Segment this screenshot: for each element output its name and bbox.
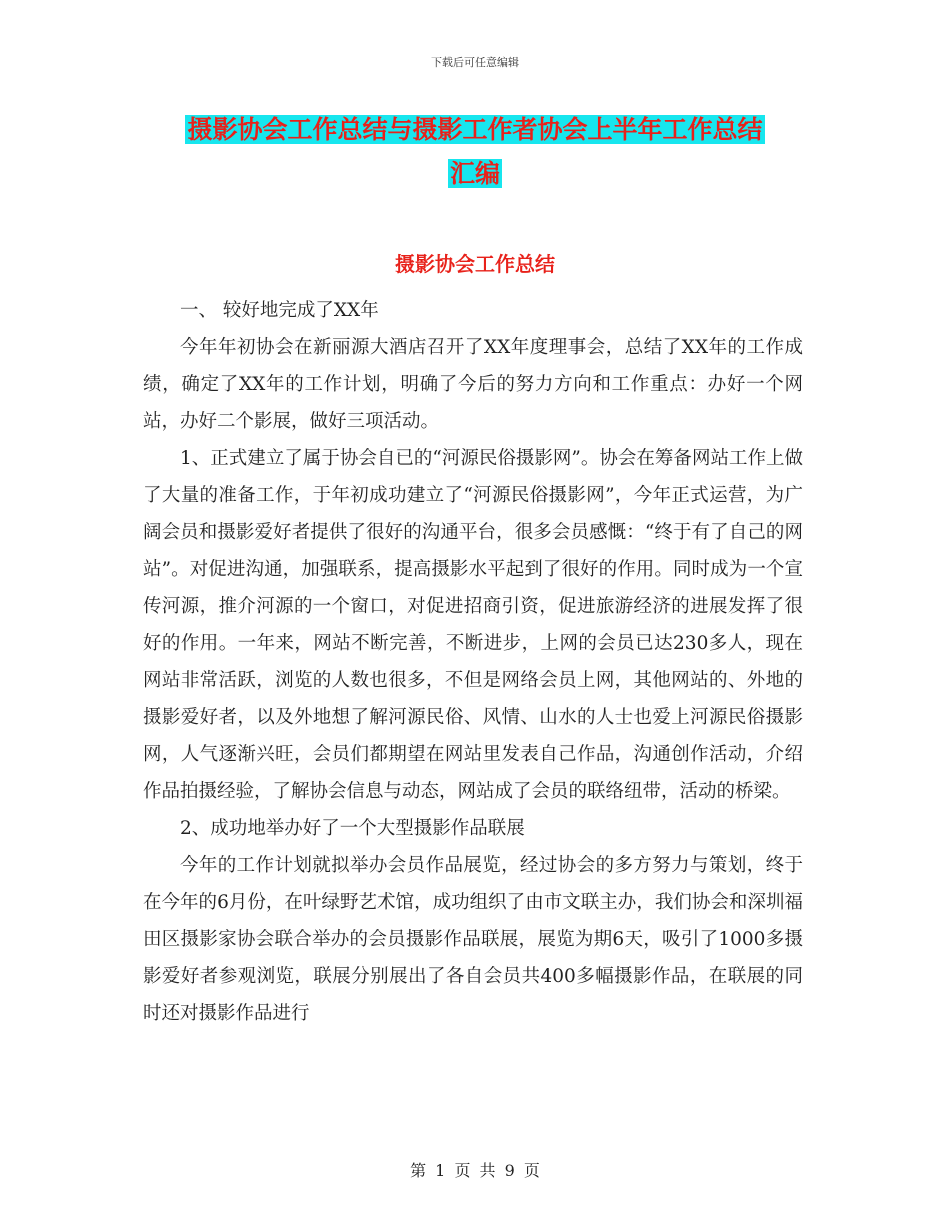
page-footer: 第 1 页 共 9 页: [410, 1161, 540, 1180]
document-body: [143, 292, 803, 1032]
header-note: 下载后可任意编辑: [431, 56, 519, 69]
paragraph: 今年年初协会在新丽源大酒店召开了XX年度理事会，总结了XX年的工作成绩，确定了XX年的工作计划，明确了今后的努力方向和工作重点：办好一个网站，办好二个影展，做好三项活动。: [143, 337, 803, 432]
paragraph: 1、正式建立了属于协会自已的“河源民俗摄影网”。协会在筹备网站工作上做了大量的准备工作，于年初成功建立了“河源民俗摄影网”，今年正式运营，为广阔会员和摄影爱好者提供了很好的沟通平台，很多会员感慨：“终于有了自己的网站”。对促进沟通，加强联系，提高摄影水平起到了很好的作用。同时成为一个宣传河源，推介河源的一个窗口，对促进招商引资，促进旅游经济的进展发挥了很好的作用。一年来，网站不断完善，不断进步，上网的会员已达230多人，现在网站非常活跃，浏览的人数也很多，不但是网络会员上网，其他网站的、外地的摄影爱好者，以及外地想了解河源民俗、风情、山水的人士也爱上河源民俗摄影网，人气逐渐兴旺，会员们都期望在网站里发表自己作品，沟通创作活动，介绍作品拍摄经验，了解协会信息与动态，网站成了会员的联络纽带，活动的桥梁。: [143, 448, 803, 802]
paragraph-heading-1: 一、 较好地完成了XX年: [180, 300, 379, 321]
document-title-line-1: 摄影协会工作总结与摄影工作者协会上半年工作总结: [187, 115, 763, 144]
paragraph-subheading-2: 2、成功地举办好了一个大型摄影作品联展: [180, 818, 525, 839]
paragraph: 今年的工作计划就拟举办会员作品展览，经过协会的多方努力与策划，终于在今年的6月份，在叶绿野艺术馆，成功组织了由市文联主办，我们协会和深圳福田区摄影家协会联合举办的会员摄影作品联展，展览为期6天，吸引了1000多摄影爱好者参观浏览，联展分别展出了各自会员共400多幅摄影作品，在联展的同时还对摄影作品进行: [143, 855, 803, 1024]
document-title-line-2: 汇编: [449, 159, 500, 188]
section-title: 摄影协会工作总结: [395, 252, 555, 276]
document-title: [0, 108, 950, 196]
